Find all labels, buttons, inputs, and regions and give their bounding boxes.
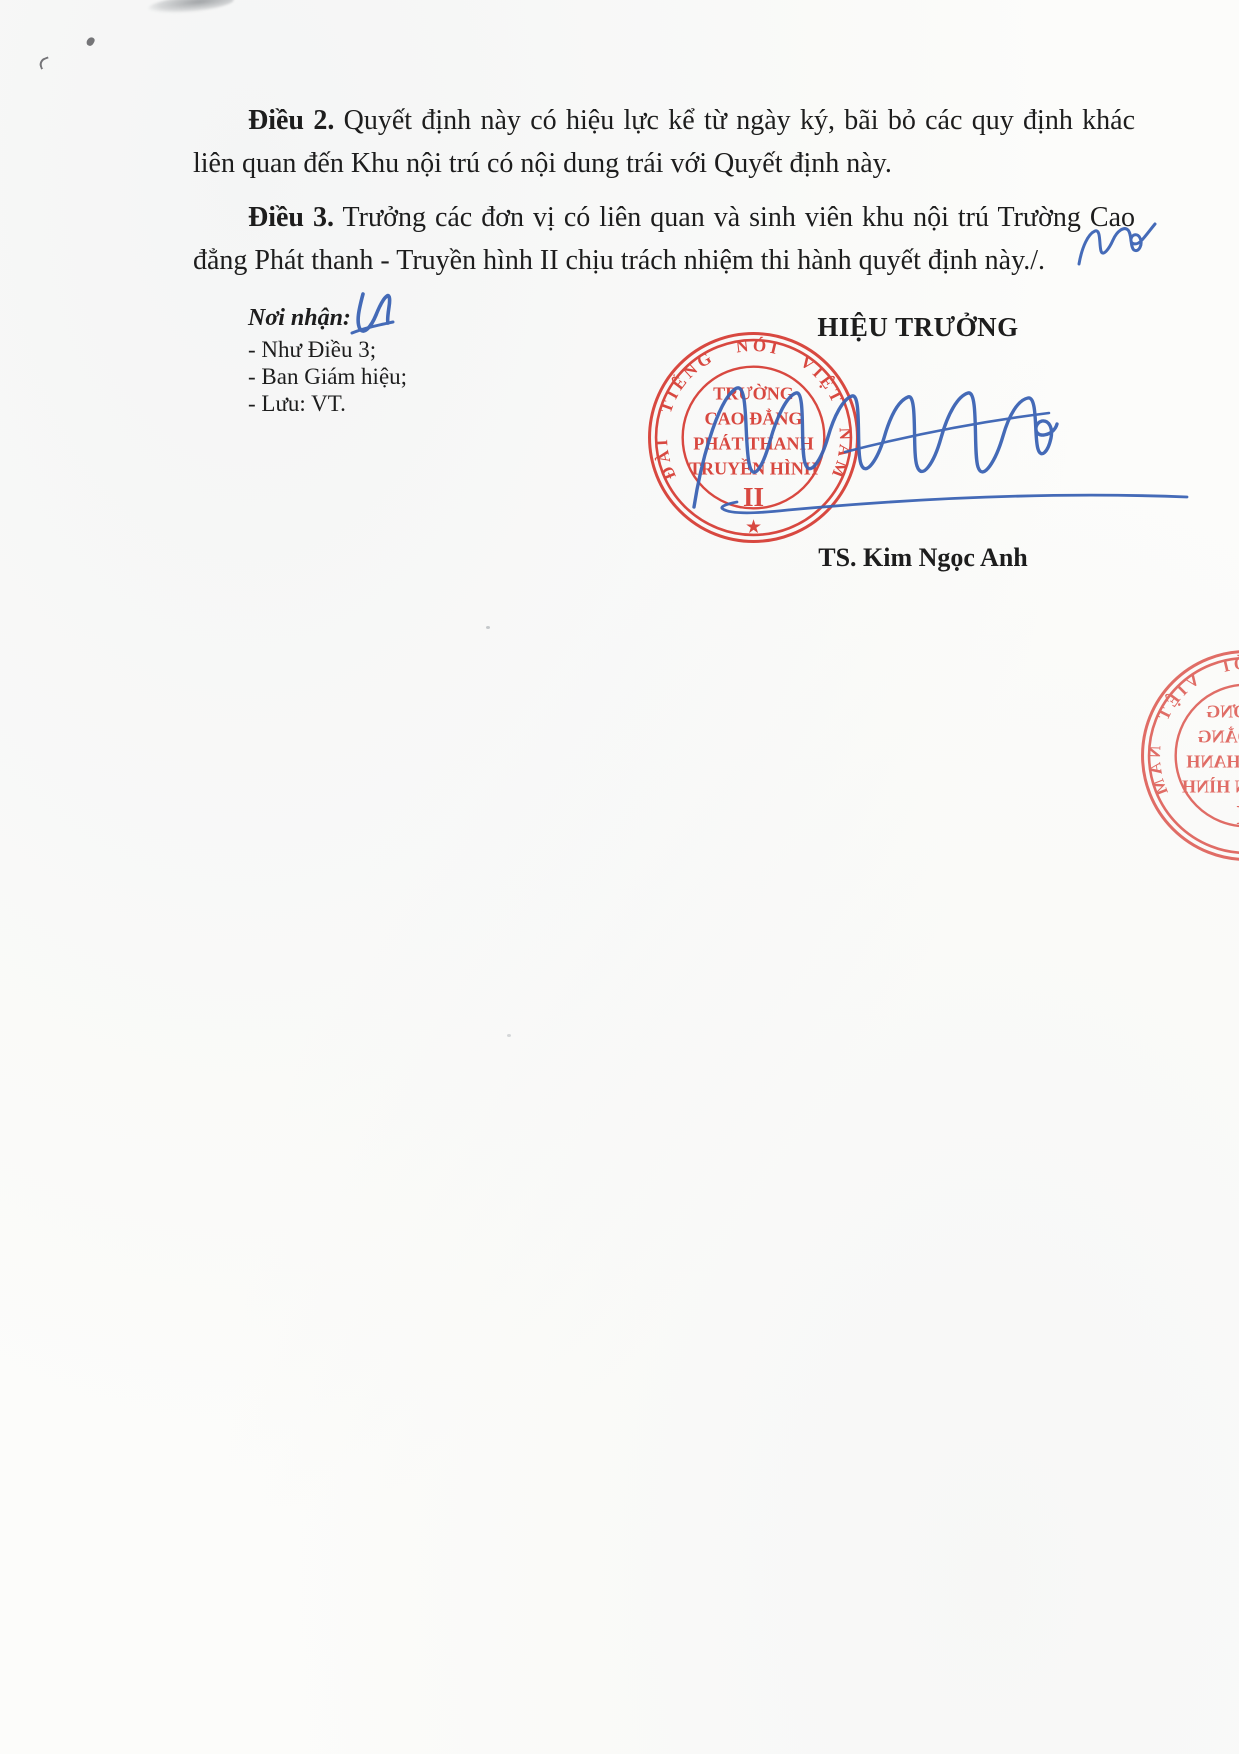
school-stamp — [643, 327, 864, 548]
scan-smudge — [147, 0, 234, 16]
recipient-item: - Lưu: VT. — [248, 391, 346, 416]
article-2-text: Quyết định này có hiệu lực kể từ ngày ký, bãi bỏ các quy định khác liên quan đến Khu nội trú có nội dung trái với Quyết định này. — [193, 105, 1136, 179]
scan-speck — [507, 1034, 511, 1037]
stamp-line: CAO ĐẲNG — [704, 408, 803, 429]
article-2-label: Điều 2. — [248, 105, 335, 136]
article-3-label: Điều 3. — [248, 202, 335, 233]
scan-speck — [486, 626, 490, 629]
scan-smudge — [38, 56, 52, 69]
stamp-offset-partial — [1136, 645, 1239, 866]
article-3-paragraph — [193, 196, 1135, 282]
stamp-line: II — [742, 481, 765, 512]
signer-name: TS. Kim Ngọc Anh — [818, 543, 1028, 572]
recipients-block — [248, 305, 407, 417]
recipient-item: - Ban Giám hiệu; — [248, 364, 408, 389]
recipient-item: - Như Điều 3; — [248, 337, 377, 362]
scan-smudge — [85, 36, 96, 47]
document-body — [193, 99, 1135, 282]
stamp-line: PHÁT THANH — [693, 433, 814, 454]
recipients-list — [248, 336, 407, 417]
stamp-star-icon: ★ — [744, 515, 763, 538]
article-2-paragraph — [193, 99, 1135, 185]
recipients-header: Nơi nhận: — [248, 305, 351, 331]
signatory-title: HIỆU TRƯỞNG — [817, 312, 1019, 342]
stamp-line: TRUYỀN HÌNH — [688, 458, 819, 479]
stamp-ring-text: ĐÀI TIẾNG NÓI VIỆT NAM — [651, 335, 856, 483]
stamp-line: TRƯỜNG — [713, 383, 794, 404]
article-3-text: Trưởng các đơn vị có liên quan và sinh viên khu nội trú Trường Cao đẳng Phát thanh - Truyền hình II chịu trách nhiệm thi hành quyết định này./. — [193, 202, 1135, 276]
